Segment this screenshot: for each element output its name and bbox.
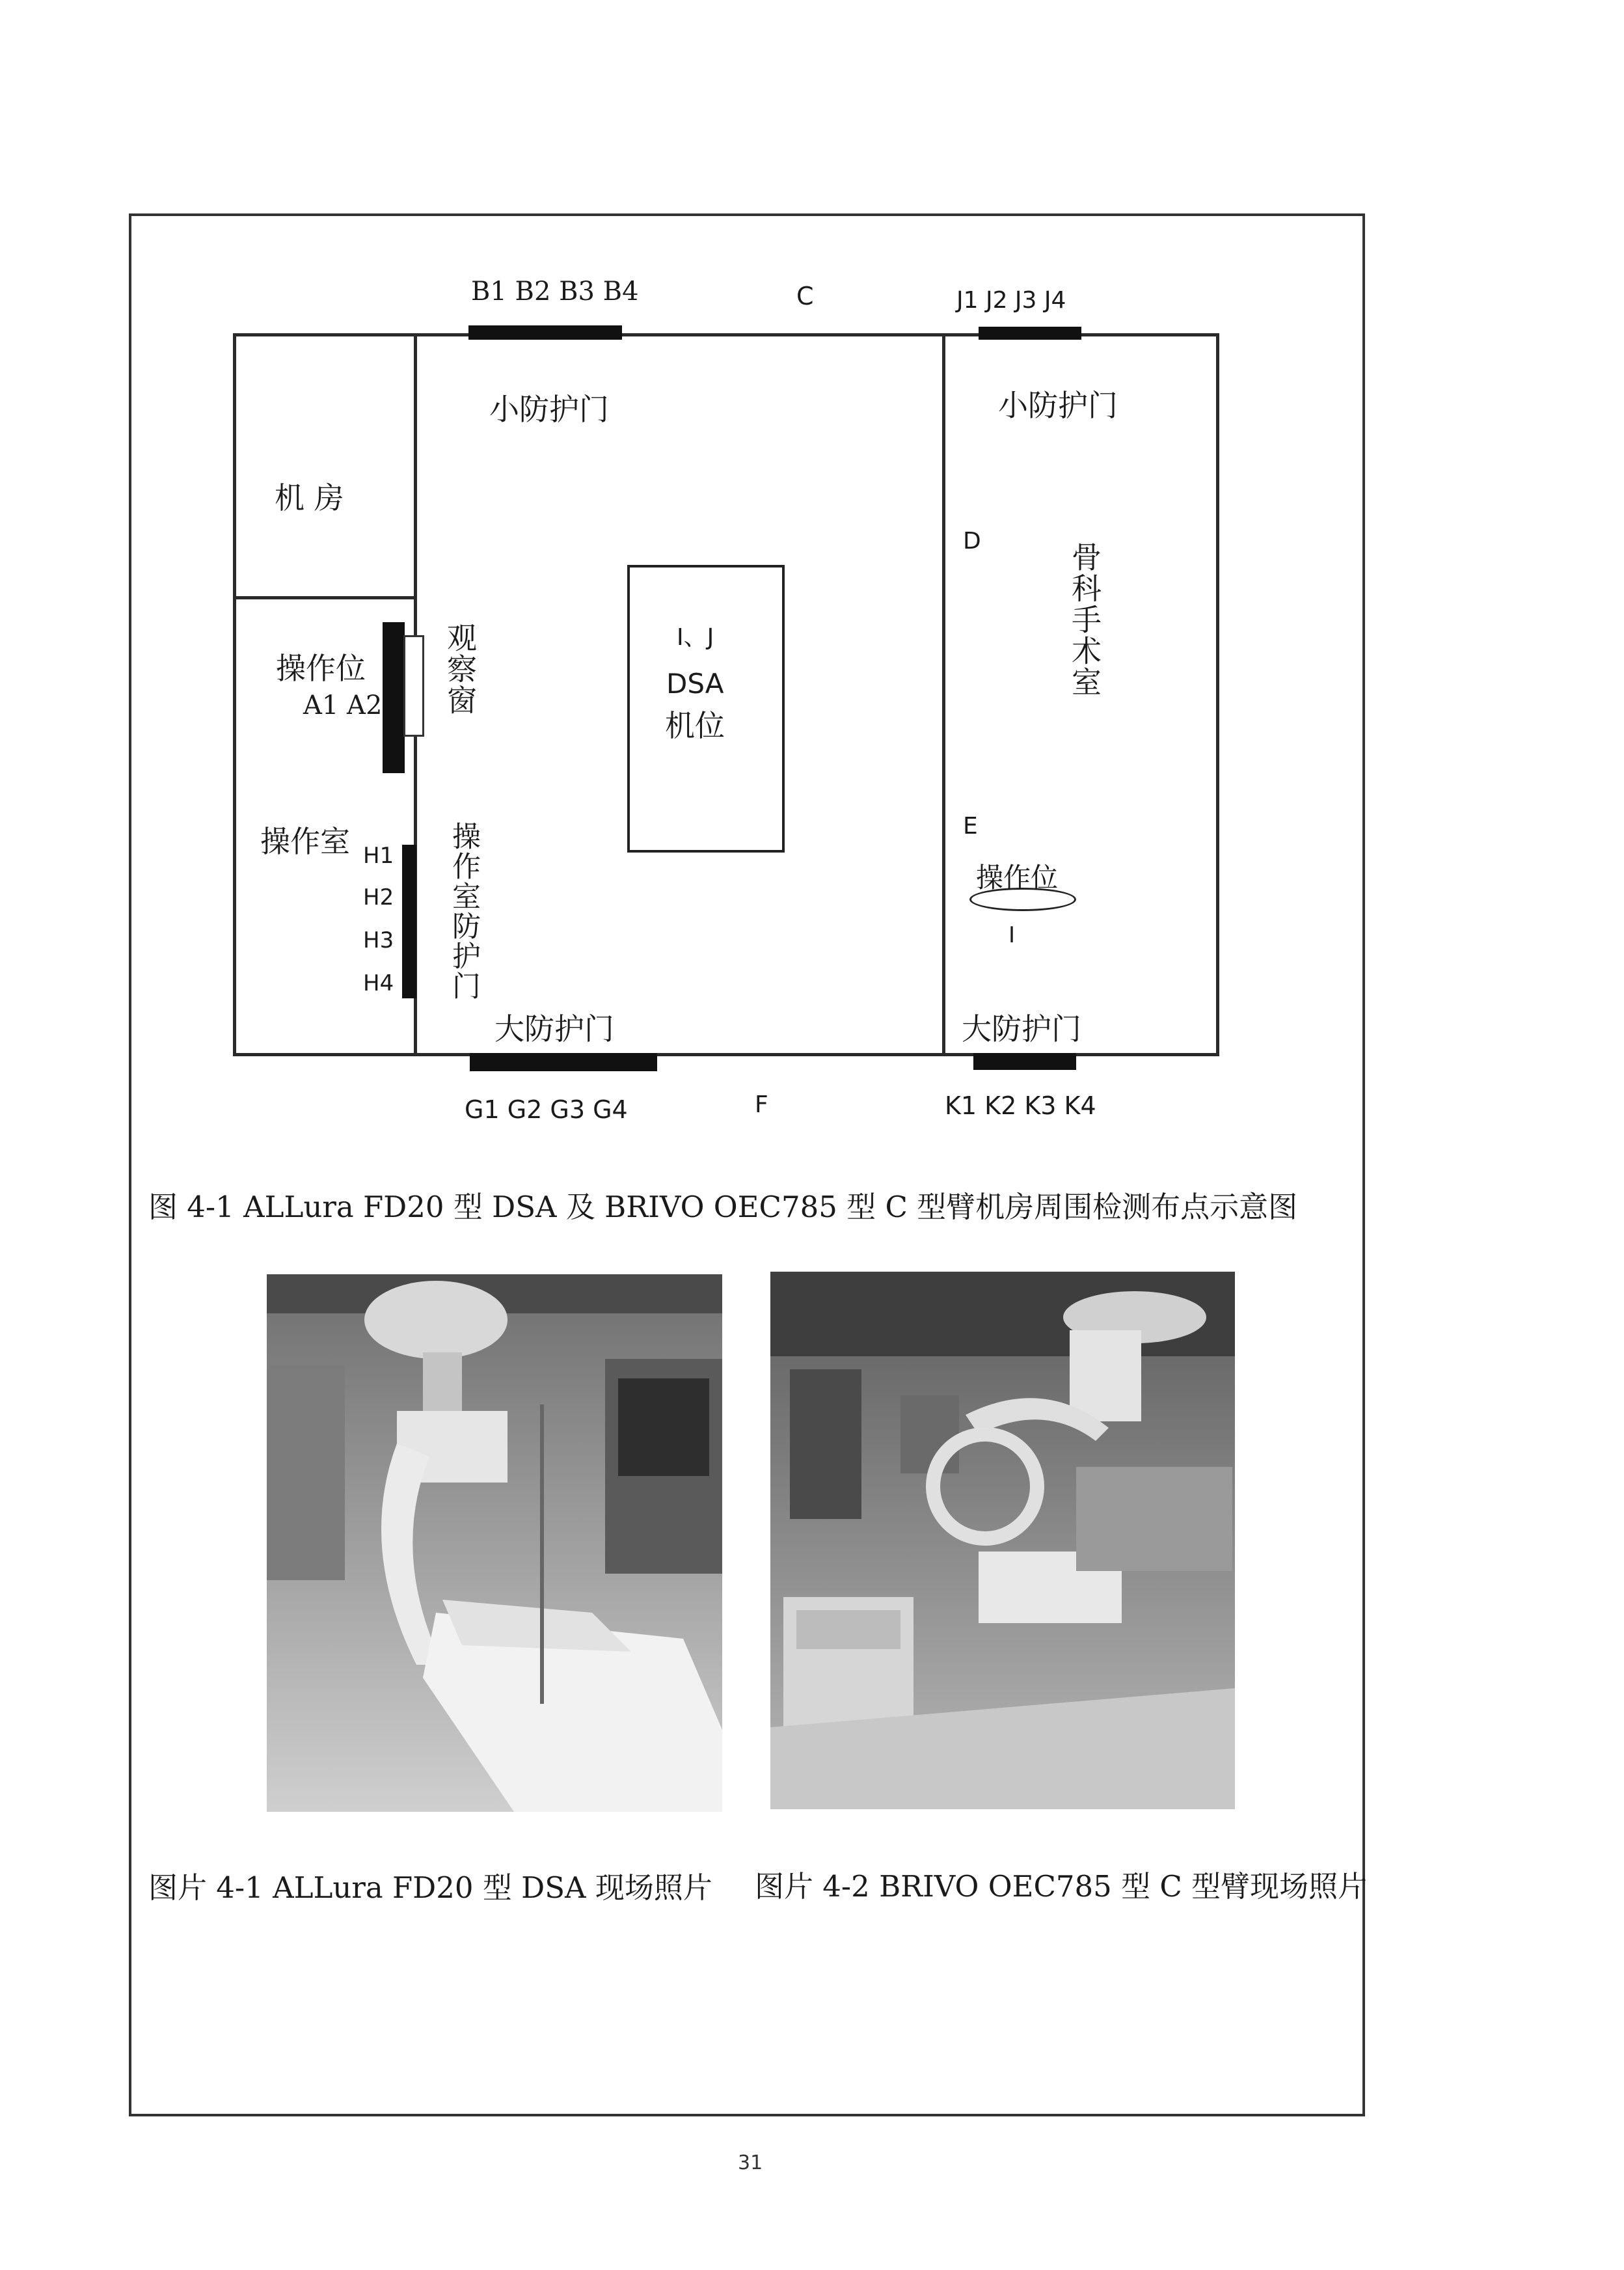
big-door-left: 大防护门 bbox=[494, 1011, 614, 1046]
photo-c-arm bbox=[770, 1272, 1235, 1809]
bar-h-points bbox=[402, 845, 416, 998]
wall-inner-right bbox=[942, 333, 945, 1056]
operator-position-right-label: 操作位 bbox=[976, 862, 1059, 894]
point-i-label: I bbox=[1008, 922, 1016, 948]
wall-machine-room bbox=[233, 596, 415, 599]
wall-right bbox=[1216, 333, 1219, 1056]
bottom-points-left: G1 G2 G3 G4 bbox=[465, 1095, 628, 1124]
top-points-right: J1 J2 J3 J4 bbox=[956, 287, 1066, 314]
bar-b-points bbox=[468, 325, 622, 340]
photo-dsa-graphic bbox=[267, 1274, 722, 1812]
observation-window-shape bbox=[403, 635, 424, 737]
control-room-door-label: 操作室防护门 bbox=[447, 821, 480, 1001]
small-door-left: 小防护门 bbox=[489, 392, 609, 427]
figure-caption: 图 4-1 ALLura FD20 型 DSA 及 BRIVO OEC785 型 C 型臂机房周围检测布点示意图 bbox=[148, 1190, 1298, 1224]
top-points-left: B1 B2 B3 B4 bbox=[471, 277, 639, 307]
photo-caption-right: 图片 4-2 BRIVO OEC785 型 C 型臂现场照片 bbox=[755, 1869, 1368, 1904]
point-d-label: D bbox=[963, 528, 981, 554]
bar-g-points bbox=[470, 1053, 657, 1071]
point-e-label: E bbox=[963, 813, 978, 840]
dsa-label: DSA bbox=[666, 668, 724, 700]
bar-k-points bbox=[973, 1053, 1076, 1070]
photo-caption-left: 图片 4-1 ALLura FD20 型 DSA 现场照片 bbox=[148, 1870, 712, 1905]
control-room-label: 操作室 bbox=[260, 824, 350, 859]
bar-a-points bbox=[383, 622, 405, 773]
dsa-position-label: 机位 bbox=[665, 708, 725, 743]
observation-window-label: 观察窗 bbox=[442, 622, 478, 716]
ortho-room-label: 骨科手术室 bbox=[1067, 541, 1102, 698]
h2-label: H2 bbox=[363, 884, 394, 910]
bottom-points-right: K1 K2 K3 K4 bbox=[945, 1091, 1096, 1120]
operator-position-label: 操作位 bbox=[276, 651, 366, 686]
ij-points-label: I、J bbox=[677, 624, 714, 651]
h1-label: H1 bbox=[363, 843, 394, 869]
a-points-label: A1 A2 bbox=[303, 691, 383, 720]
small-door-right: 小防护门 bbox=[998, 388, 1118, 423]
machine-room-label: 机 房 bbox=[275, 480, 344, 515]
top-mid-label: C bbox=[796, 282, 814, 310]
photo-dsa bbox=[267, 1274, 722, 1812]
h3-label: H3 bbox=[363, 927, 394, 953]
bottom-mid-label: F bbox=[755, 1091, 768, 1118]
wall-left bbox=[233, 333, 236, 1056]
big-door-right: 大防护门 bbox=[962, 1011, 1081, 1046]
bar-j-points bbox=[979, 327, 1081, 340]
page-number: 31 bbox=[738, 2152, 763, 2174]
h4-label: H4 bbox=[363, 970, 394, 996]
photo-c-arm-graphic bbox=[770, 1272, 1235, 1809]
